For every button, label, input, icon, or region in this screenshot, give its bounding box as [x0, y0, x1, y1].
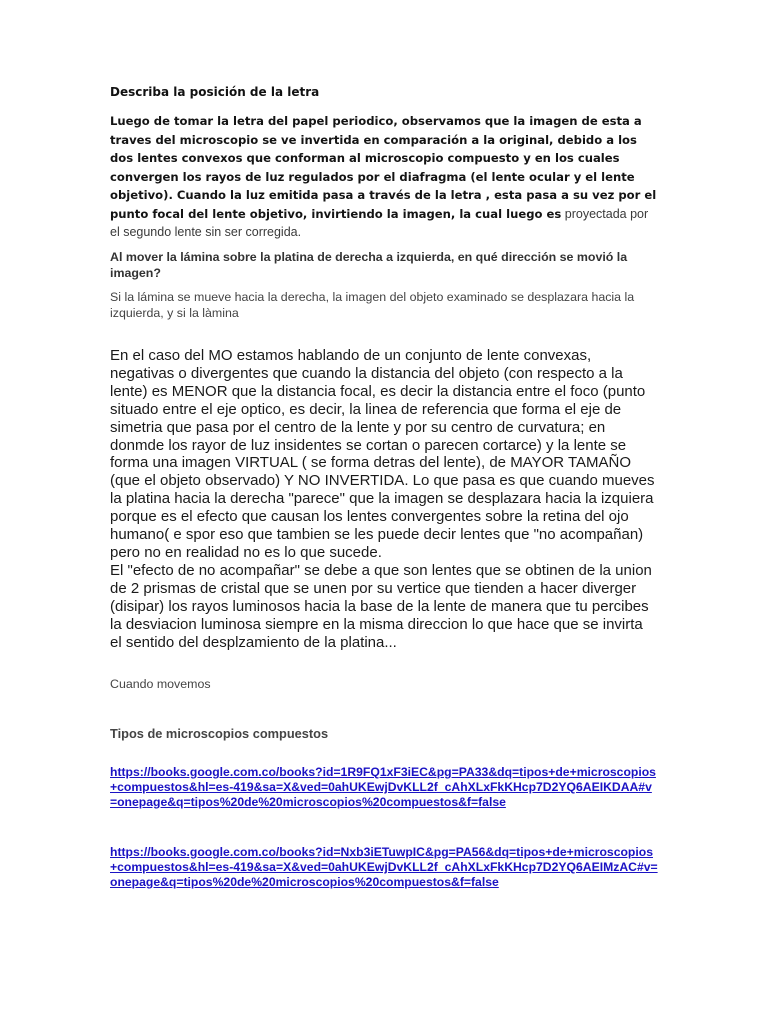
- google-books-link-2[interactable]: https://books.google.com.co/books?id=Nxb3iETuwpIC&pg=PA56&dq=tipos+de+microscopios+compuestos&hl=es-419&sa=X&ved=0ahUKEwjDvKLL2f_cAhXLxFkKHcp7D2YQ6AEIMzAC#v=onepage&q=tipos%20de%20microscopios%20compuestos&f=false: [110, 845, 658, 889]
- microscope-types-heading: Tipos de microscopios compuestos: [110, 726, 329, 741]
- letter-position-text-tail: proyectada por el segundo lente sin ser corregida.: [110, 206, 649, 239]
- slide-movement-question: Al mover la lámina sobre la platina de derecha a izquierda, en qué dirección se movió la imagen?: [110, 250, 628, 280]
- lens-explanation-paragraph-2: El "efecto de no acompañar" se debe a que son lentes que se obtinen de la union de 2 prismas de cristal que se unen por su vertice que tienden a hacer diverger (disipar) los rayos luminosos hacia la base de la lente de manera que tu percibes la desviacion luminosa siempre en la misma direccion lo que hace que se invirta el sentido del desplzamiento de la platina...: [110, 561, 652, 651]
- lens-explanation-paragraph-1: En el caso del MO estamos hablando de un conjunto de lente convexas, negativas o divergentes que cuando la distancia del objeto (con respecto a la lente) es MENOR que la distancia focal, es decir la distancia entre el foco (punto situado entre el eje optico, es decir, la linea de referencia que forma el eje de simetria que pasa por el centro de la lente y por su centro de curvatura; en donmde los rayor de luz insidentes se cortan o parecen cortarce) y la lente se forma una imagen VIRTUAL ( se forma detras del lente), de MAYOR TAMAÑO (que el objeto observado) Y NO INVERTIDA. Lo que pasa es que cuando mueves la platina hacia la derecha "parece" que la imagen se desplazara hacia la izquiera porque es el efecto que causan los lentes convergentes sobre la retina del ojo humano( e spor eso que tambien se les puede decir lentes que "no acompañan) pero no en realidad no es lo que sucede.: [110, 347, 655, 561]
- slide-movement-answer: Si la lámina se mueve hacia la derecha, la imagen del objeto examinado se desplazara hacia la izquierda, y si la làmina: [110, 290, 635, 320]
- letter-position-text-bold: Luego de tomar la letra del papel periodico, observamos que la imagen de esta a traves del microscopio se ve invertida en comparación a la original, debido a los dos lentes convexos que conforman al microscopio compuesto y en los cuales convergen los rayos de luz regulados por el diafragma (el lente ocular y el lente objetivo). Cuando la luz emitida pasa a través de la letra , esta pasa a su vez por el punto focal del lente objetivo, invirtiendo la imagen, la cual luego es: [110, 114, 657, 221]
- google-books-link-1[interactable]: https://books.google.com.co/books?id=1R9FQ1xF3iEC&pg=PA33&dq=tipos+de+microscopios+compuestos&hl=es-419&sa=X&ved=0ahUKEwjDvKLL2f_cAhXLxFkKHcp7D2YQ6AEIKDAA#v=onepage&q=tipos%20de%20microscopios%20compuestos&f=false: [110, 765, 656, 809]
- letter-position-paragraph: [110, 112, 658, 242]
- section-heading-letter-position: Describa la posición de la letra: [110, 85, 320, 99]
- cuando-movemos-text: Cuando movemos: [110, 677, 211, 691]
- lens-explanation: [110, 347, 658, 651]
